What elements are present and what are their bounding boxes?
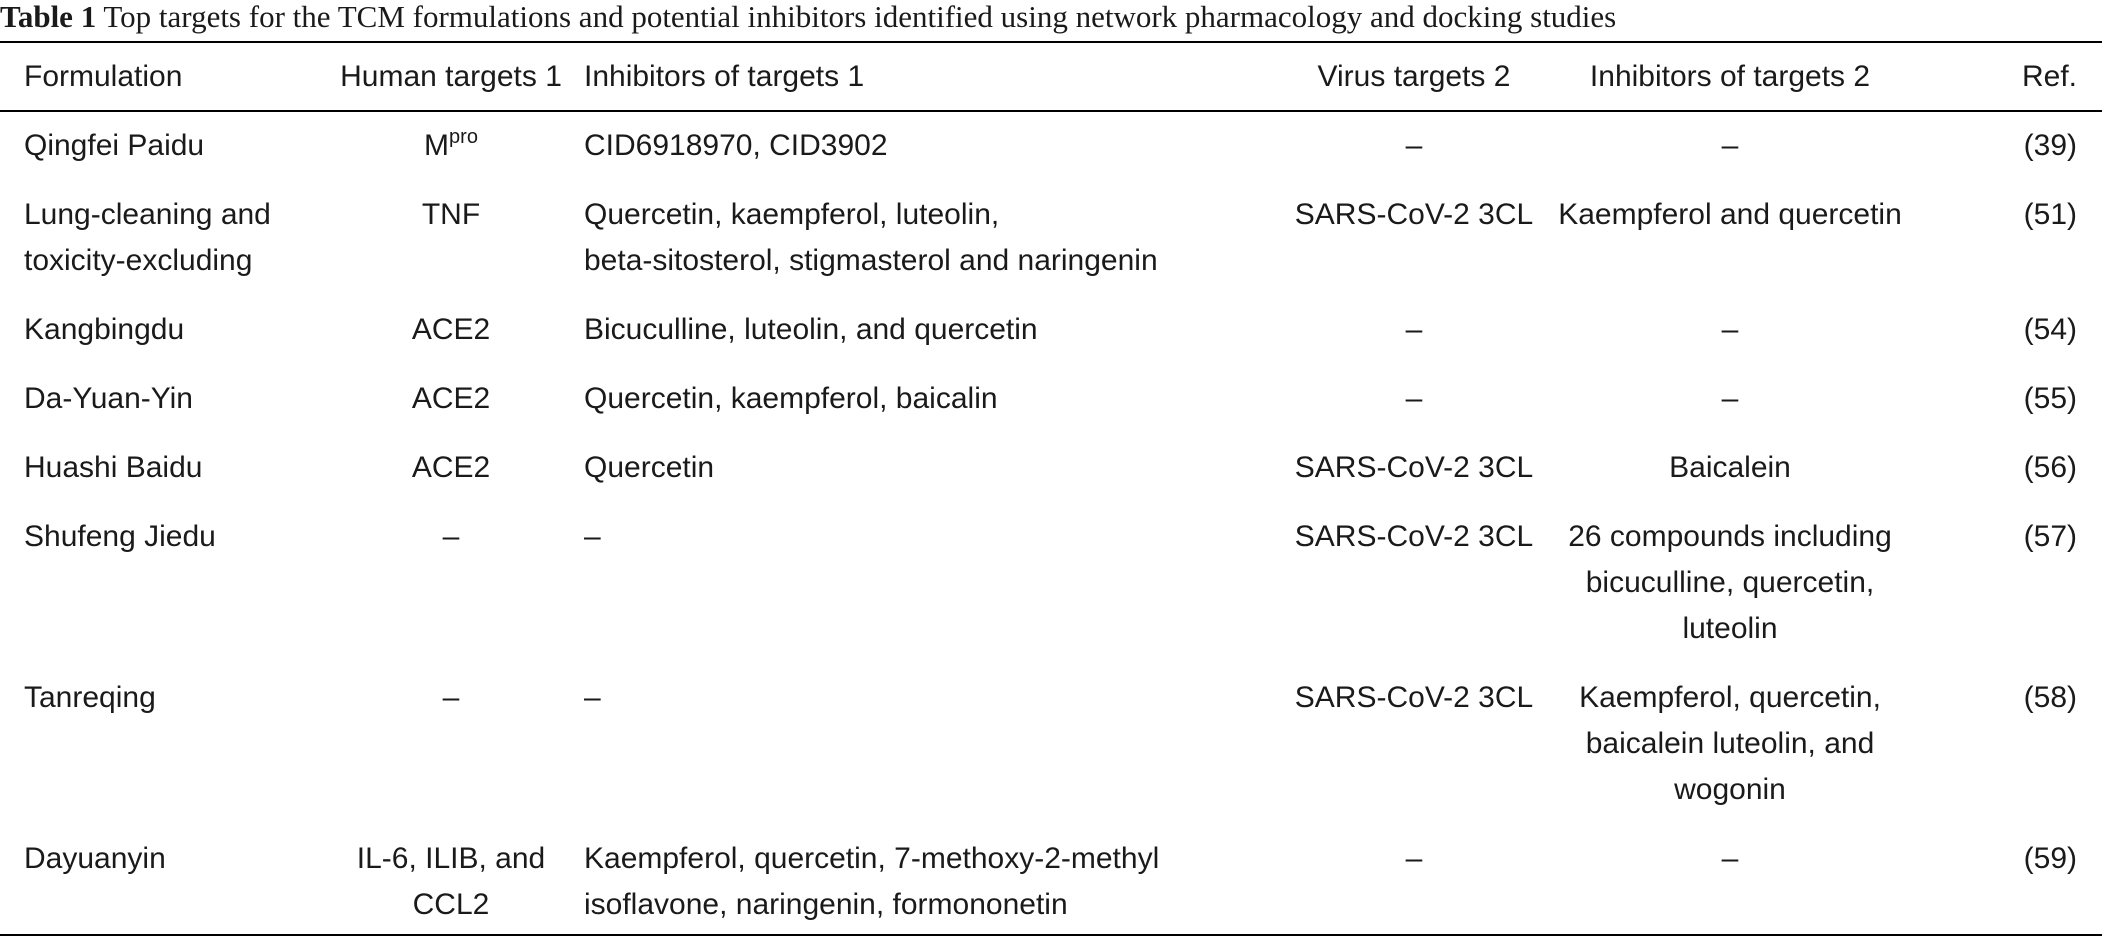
cell-line: isoflavone, naringenin, formononetin <box>584 888 1068 921</box>
column-header-ref: Ref. <box>2021 60 2077 93</box>
table-header-row <box>0 43 2102 110</box>
cell-line <box>318 376 584 422</box>
cell-human-target <box>318 294 584 363</box>
cell-formulation <box>0 179 318 294</box>
cell-line: – <box>1721 313 1739 346</box>
cell-ref: (58) <box>2023 681 2077 714</box>
cell-line: – <box>584 681 601 714</box>
cell-formulation <box>0 823 318 938</box>
cell-formulation <box>0 432 318 501</box>
cell-human-target <box>318 363 584 432</box>
cell-line: SARS-CoV-2 3CL <box>1294 451 1534 484</box>
cell-line: baicalein luteolin, and <box>1585 727 1875 760</box>
cell-virus-target <box>1276 432 1552 501</box>
table-body <box>0 110 2102 938</box>
cell-inhibitors-1 <box>584 363 1276 432</box>
cell-inhibitors-1 <box>584 179 1276 294</box>
data-table <box>0 43 2102 938</box>
table-row <box>0 823 2102 938</box>
cell-human-target <box>318 432 584 501</box>
target-name: – <box>442 681 460 714</box>
cell-ref: (51) <box>2023 198 2077 231</box>
cell-inhibitors-1 <box>584 432 1276 501</box>
cell-inhibitors-2 <box>1552 363 1908 432</box>
cell-line: wogonin <box>1674 773 1786 806</box>
cell-line: – <box>1721 129 1739 162</box>
cell-ref: (57) <box>2023 520 2077 553</box>
cell-virus-target <box>1276 294 1552 363</box>
cell-ref: (59) <box>2023 842 2077 875</box>
cell-formulation <box>0 662 318 823</box>
cell-line <box>318 123 584 169</box>
cell-line: SARS-CoV-2 3CL <box>1294 520 1534 553</box>
cell-line: Huashi Baidu <box>24 451 203 484</box>
cell-line: beta-sitosterol, stigmasterol and naringenin <box>584 244 1158 277</box>
cell-inhibitors-2 <box>1552 179 1908 294</box>
cell-inhibitors-2 <box>1552 501 1908 662</box>
cell-inhibitors-2 <box>1552 110 1908 179</box>
cell-line: Bicuculline, luteolin, and quercetin <box>584 313 1038 346</box>
cell-inhibitors-1 <box>584 662 1276 823</box>
column-header-inhibitors-2: Inhibitors of targets 2 <box>1589 60 1871 93</box>
table-row <box>0 662 2102 823</box>
cell-line: luteolin <box>1682 612 1778 645</box>
cell-line: Kangbingdu <box>24 313 185 346</box>
column-header-human-targets: Human targets 1 <box>340 60 562 93</box>
cell-inhibitors-1 <box>584 823 1276 938</box>
cell-inhibitors-2 <box>1552 432 1908 501</box>
cell-inhibitors-1 <box>584 110 1276 179</box>
cell-inhibitors-2 <box>1552 662 1908 823</box>
table-caption-text: Top targets for the TCM formulations and potential inhibitors identified using network pharmacology and docking studies <box>103 0 1617 34</box>
cell-line: Qingfei Paidu <box>24 129 205 162</box>
cell-human-target <box>318 110 584 179</box>
cell-line: Kaempferol and quercetin <box>1558 198 1902 231</box>
cell-line: Kaempferol, quercetin, <box>1579 681 1881 714</box>
target-name: TNF <box>421 198 481 231</box>
cell-line: Kaempferol, quercetin, 7-methoxy-2-methyl <box>584 842 1160 875</box>
cell-formulation <box>0 501 318 662</box>
target-name: M <box>424 129 450 162</box>
cell-inhibitors-2 <box>1552 823 1908 938</box>
table-row <box>0 363 2102 432</box>
cell-human-target <box>318 823 584 938</box>
cell-line: Tanreqing <box>24 681 156 714</box>
cell-human-target <box>318 662 584 823</box>
cell-human-target <box>318 501 584 662</box>
cell-line: toxicity-excluding <box>24 244 253 277</box>
column-header-inhibitors-1: Inhibitors of targets 1 <box>584 60 865 93</box>
table-row <box>0 501 2102 662</box>
cell-virus-target <box>1276 363 1552 432</box>
cell-ref: (55) <box>2023 382 2077 415</box>
cell-line: Quercetin <box>584 451 715 484</box>
table-row <box>0 110 2102 179</box>
table-row <box>0 432 2102 501</box>
cell-line: – <box>1721 382 1739 415</box>
cell-line <box>318 675 584 721</box>
cell-inhibitors-1 <box>584 294 1276 363</box>
table-caption <box>0 0 1616 40</box>
cell-virus-target <box>1276 662 1552 823</box>
cell-line: Baicalein <box>1669 451 1791 484</box>
target-name: ACE2 <box>411 451 491 484</box>
target-name: ACE2 <box>411 382 491 415</box>
cell-line: – <box>1405 382 1423 415</box>
cell-line: SARS-CoV-2 3CL <box>1294 681 1534 714</box>
cell-line: CID6918970, CID3902 <box>584 129 888 162</box>
cell-line: – <box>584 520 601 553</box>
cell-line: – <box>1721 842 1739 875</box>
cell-line: – <box>1405 129 1423 162</box>
cell-line: Da-Yuan-Yin <box>24 382 193 415</box>
cell-line: SARS-CoV-2 3CL <box>1294 198 1534 231</box>
target-name: – <box>442 520 460 553</box>
target-name: ACE2 <box>411 313 491 346</box>
cell-line: Quercetin, kaempferol, luteolin, <box>584 198 1000 231</box>
cell-line: – <box>1405 842 1423 875</box>
column-header-virus-targets: Virus targets 2 <box>1317 60 1511 93</box>
cell-virus-target <box>1276 501 1552 662</box>
cell-line: IL-6, ILIB, and <box>356 842 546 875</box>
cell-inhibitors-1 <box>584 501 1276 662</box>
cell-line: – <box>1405 313 1423 346</box>
cell-line: Quercetin, kaempferol, baicalin <box>584 382 998 415</box>
cell-human-target <box>318 179 584 294</box>
cell-line: Lung-cleaning and <box>24 198 271 231</box>
cell-formulation <box>0 294 318 363</box>
cell-line <box>318 514 584 560</box>
cell-formulation <box>0 110 318 179</box>
cell-ref: (54) <box>2023 313 2077 346</box>
column-header-formulation: Formulation <box>24 60 183 93</box>
cell-virus-target <box>1276 110 1552 179</box>
cell-virus-target <box>1276 823 1552 938</box>
cell-ref: (39) <box>2023 129 2077 162</box>
cell-line: CCL2 <box>412 888 490 921</box>
cell-line <box>318 307 584 353</box>
table-row <box>0 179 2102 294</box>
cell-line: bicuculline, quercetin, <box>1585 566 1875 599</box>
cell-line <box>318 445 584 491</box>
cell-line: Dayuanyin <box>24 842 166 875</box>
cell-inhibitors-2 <box>1552 294 1908 363</box>
table-caption-label: Table 1 <box>0 0 97 34</box>
cell-line <box>318 192 584 238</box>
target-superscript: pro <box>449 126 478 148</box>
cell-line: Shufeng Jiedu <box>24 520 216 553</box>
cell-formulation <box>0 363 318 432</box>
table-row <box>0 294 2102 363</box>
cell-line: 26 compounds including <box>1568 520 1892 553</box>
cell-ref: (56) <box>2023 451 2077 484</box>
cell-virus-target <box>1276 179 1552 294</box>
